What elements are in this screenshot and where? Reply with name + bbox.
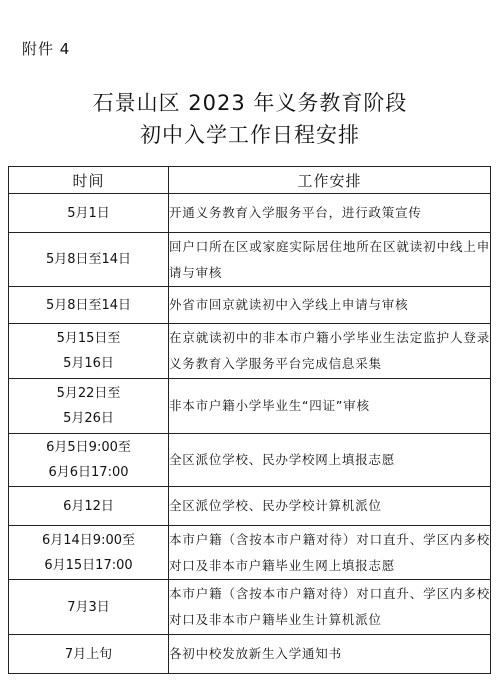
table-row: [9, 434, 491, 487]
task-cell: 全区派位学校、民办学校网上填报志愿: [169, 434, 491, 487]
time-text: 6月12日: [63, 498, 114, 514]
document-title-line-1: 石景山区 2023 年义务教育阶段: [92, 91, 408, 115]
attachment-label: 附件 4: [22, 40, 71, 58]
time-text: 6月5日9:00至: [46, 440, 131, 455]
time-text: 6月14日9:00至: [41, 532, 135, 548]
time-cell: [9, 287, 169, 324]
time-cell: [9, 379, 169, 434]
table-row: [9, 526, 491, 580]
task-cell: 外省市回京就读初中入学线上申请与审核: [169, 287, 491, 324]
time-cell: [9, 526, 169, 580]
task-cell: 本市户籍（含按本市户籍对待）对口直升、学区内多校对口及非本市户籍毕业生网上填报志愿: [169, 526, 491, 580]
time-text: 7月上旬: [64, 646, 113, 662]
header-time: 时间: [9, 167, 169, 194]
time-cell: [9, 233, 169, 287]
task-cell: 全区派位学校、民办学校计算机派位: [169, 487, 491, 526]
header-task: 工作安排: [169, 167, 491, 194]
table-row: [9, 287, 491, 324]
time-cell: [9, 635, 169, 674]
table-header-row: [9, 167, 491, 194]
task-cell: 开通义务教育入学服务平台，进行政策宣传: [169, 194, 491, 233]
task-cell: 非本市户籍小学毕业生“四证”审核: [169, 379, 491, 434]
table-row: [9, 635, 491, 674]
time-cell: [9, 487, 169, 526]
table-row: [9, 194, 491, 233]
time-text: 7月3日: [67, 599, 110, 615]
time-text: 5月22日至: [56, 386, 121, 401]
time-text: 5月26日: [63, 411, 114, 426]
schedule-table: [8, 166, 491, 674]
task-cell: 回户口所在区或家庭实际居住地所在区就读初中线上申请与审核: [169, 233, 491, 287]
time-cell: [9, 324, 169, 379]
time-text: 5月8日至14日: [45, 297, 132, 313]
table-row: [9, 487, 491, 526]
time-cell: [9, 194, 169, 233]
task-cell: 在京就读初中的非本市户籍小学毕业生法定监护人登录义务教育入学服务平台完成信息采集: [169, 324, 491, 379]
time-cell: [9, 580, 169, 635]
table-row: [9, 324, 491, 379]
time-text: 5月16日: [63, 356, 114, 371]
task-cell: 本市户籍（含按本市户籍对待）对口直升、学区内多校对口及非本市户籍毕业生计算机派位: [169, 580, 491, 635]
time-cell: [9, 434, 169, 487]
time-text: 5月15日至: [56, 331, 121, 346]
time-text: 5月8日至14日: [45, 252, 132, 267]
document-title-line-2: 初中入学工作日程安排: [140, 123, 360, 147]
time-text: 5月1日: [67, 205, 110, 221]
time-text: 6月15日17:00: [44, 557, 133, 573]
table-row: [9, 580, 491, 635]
task-cell: 各初中校发放新生入学通知书: [169, 635, 491, 674]
table-row: [9, 233, 491, 287]
table-row: [9, 379, 491, 434]
time-text: 6月6日17:00: [48, 465, 129, 480]
